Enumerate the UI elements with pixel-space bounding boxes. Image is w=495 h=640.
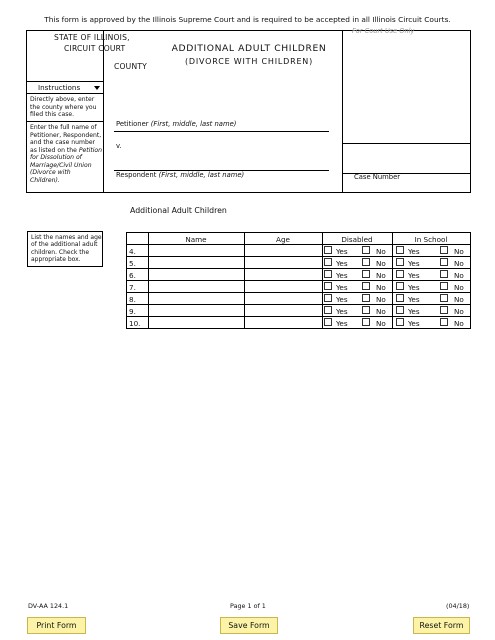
petitioner-text: Petitioner xyxy=(116,120,149,128)
child-age-input[interactable] xyxy=(246,281,320,291)
instructions-toggle[interactable]: Instructions xyxy=(38,83,81,92)
in-school-no-label: No xyxy=(454,247,464,256)
respondent-hint: (First, middle, last name) xyxy=(158,171,245,179)
disabled-no-checkbox[interactable] xyxy=(362,258,370,266)
in-school-yes-label: Yes xyxy=(408,283,420,292)
in-school-no-checkbox[interactable] xyxy=(440,258,448,266)
child-age-input[interactable] xyxy=(246,245,320,255)
instructions-divider-2 xyxy=(27,121,103,122)
child-age-input[interactable] xyxy=(246,293,320,303)
in-school-yes-label: Yes xyxy=(408,295,420,304)
disabled-yes-label: Yes xyxy=(336,259,348,268)
in-school-no-checkbox[interactable] xyxy=(440,282,448,290)
table-row xyxy=(126,316,471,328)
row-number: 4. xyxy=(129,247,136,256)
disabled-yes-label: Yes xyxy=(336,295,348,304)
petitioner-label xyxy=(116,121,236,128)
disabled-no-checkbox[interactable] xyxy=(362,318,370,326)
row-number: 7. xyxy=(129,283,136,292)
disabled-no-label: No xyxy=(376,295,386,304)
respondent-text: Respondent xyxy=(116,171,157,179)
disabled-yes-checkbox[interactable] xyxy=(324,294,332,302)
petitioner-hint: (First, middle, last name) xyxy=(150,120,237,128)
in-school-yes-checkbox[interactable] xyxy=(396,270,404,278)
respondent-input[interactable] xyxy=(114,152,329,169)
save-form-button[interactable]: Save Form xyxy=(220,617,278,634)
revision-date: (04/18) xyxy=(446,602,470,610)
in-school-no-label: No xyxy=(454,295,464,304)
child-name-input[interactable] xyxy=(150,257,242,267)
disabled-yes-checkbox[interactable] xyxy=(324,318,332,326)
table-row xyxy=(126,244,471,256)
row-number: 10. xyxy=(129,319,141,328)
in-school-no-label: No xyxy=(454,283,464,292)
disabled-yes-checkbox[interactable] xyxy=(324,258,332,266)
instructions-divider xyxy=(27,93,103,94)
disabled-no-checkbox[interactable] xyxy=(362,282,370,290)
section-heading: Additional Adult Children xyxy=(130,206,227,215)
in-school-no-checkbox[interactable] xyxy=(440,246,448,254)
disabled-yes-label: Yes xyxy=(336,319,348,328)
county-label: COUNTY xyxy=(114,62,147,71)
names-instruction-text: Enter the full name of Petitioner, Respondent, and the case number as listed on the xyxy=(30,124,102,154)
disabled-no-label: No xyxy=(376,271,386,280)
row-number: 8. xyxy=(129,295,136,304)
table-instruction-text: List the names and age of the additional adult children. Check the appropriate box. xyxy=(31,234,102,263)
form-code: DV-AA 124.1 xyxy=(28,602,69,610)
court-use-divider xyxy=(342,143,471,144)
in-school-yes-label: Yes xyxy=(408,271,420,280)
case-number-input[interactable] xyxy=(345,150,467,172)
disabled-yes-label: Yes xyxy=(336,307,348,316)
table-row xyxy=(126,280,471,292)
disabled-no-label: No xyxy=(376,259,386,268)
in-school-yes-checkbox[interactable] xyxy=(396,306,404,314)
disabled-no-checkbox[interactable] xyxy=(362,246,370,254)
table-rule xyxy=(126,328,471,329)
form-title: ADDITIONAL ADULT CHILDREN xyxy=(171,43,327,54)
in-school-yes-label: Yes xyxy=(408,247,420,256)
child-name-input[interactable] xyxy=(150,317,242,327)
state-label: STATE OF ILLINOIS, xyxy=(54,33,130,42)
in-school-no-checkbox[interactable] xyxy=(440,294,448,302)
header-name: Name xyxy=(185,235,207,244)
child-name-input[interactable] xyxy=(150,281,242,291)
row-number: 9. xyxy=(129,307,136,316)
table-row xyxy=(126,268,471,280)
versus-label: v. xyxy=(116,142,122,150)
county-divider xyxy=(26,81,104,82)
child-age-input[interactable] xyxy=(246,257,320,267)
child-age-input[interactable] xyxy=(246,305,320,315)
children-table xyxy=(126,232,471,328)
row-number: 5. xyxy=(129,259,136,268)
child-name-input[interactable] xyxy=(150,293,242,303)
in-school-no-label: No xyxy=(454,271,464,280)
disabled-no-checkbox[interactable] xyxy=(362,306,370,314)
caret-down-icon[interactable] xyxy=(94,86,100,90)
child-name-input[interactable] xyxy=(150,245,242,255)
disabled-yes-label: Yes xyxy=(336,247,348,256)
names-instruction xyxy=(30,124,102,184)
county-input[interactable] xyxy=(28,55,112,69)
in-school-yes-label: Yes xyxy=(408,259,420,268)
in-school-yes-checkbox[interactable] xyxy=(396,294,404,302)
disabled-yes-checkbox[interactable] xyxy=(324,282,332,290)
disabled-no-checkbox[interactable] xyxy=(362,294,370,302)
approval-notice: This form is approved by the Illinois Supreme Court and is required to be accepted in all Illinois Circuit Courts. xyxy=(44,15,451,24)
disabled-yes-checkbox[interactable] xyxy=(324,246,332,254)
child-age-input[interactable] xyxy=(246,317,320,327)
table-row xyxy=(126,292,471,304)
print-form-button[interactable]: Print Form xyxy=(27,617,86,634)
in-school-yes-checkbox[interactable] xyxy=(396,318,404,326)
county-instruction: Directly above, enter the county where you filed this case. xyxy=(30,96,97,118)
child-name-input[interactable] xyxy=(150,269,242,279)
disabled-yes-label: Yes xyxy=(336,283,348,292)
disabled-no-label: No xyxy=(376,319,386,328)
table-instruction-box xyxy=(27,231,103,267)
court-use-only-label: For Court Use Only xyxy=(352,27,415,35)
case-number-label: Case Number xyxy=(354,173,401,181)
in-school-yes-label: Yes xyxy=(408,307,420,316)
disabled-yes-label: Yes xyxy=(336,271,348,280)
in-school-yes-label: Yes xyxy=(408,319,420,328)
header-disabled: Disabled xyxy=(341,235,373,244)
circuit-label: CIRCUIT COURT xyxy=(64,44,126,53)
disabled-yes-checkbox[interactable] xyxy=(324,306,332,314)
disabled-no-label: No xyxy=(376,247,386,256)
disabled-no-label: No xyxy=(376,307,386,316)
in-school-no-label: No xyxy=(454,307,464,316)
in-school-yes-checkbox[interactable] xyxy=(396,258,404,266)
petitioner-line xyxy=(114,131,329,132)
in-school-no-checkbox[interactable] xyxy=(440,318,448,326)
in-school-no-checkbox[interactable] xyxy=(440,270,448,278)
header-age: Age xyxy=(276,235,290,244)
disabled-no-checkbox[interactable] xyxy=(362,270,370,278)
form-subtitle: (DIVORCE WITH CHILDREN) xyxy=(184,57,314,66)
names-instruction-italic: Petition for Dissolution of Marriage/Civil Union (Divorce with Children). xyxy=(30,146,103,184)
row-number: 6. xyxy=(129,271,136,280)
in-school-yes-checkbox[interactable] xyxy=(396,246,404,254)
reset-form-button[interactable]: Reset Form xyxy=(413,617,470,634)
in-school-no-label: No xyxy=(454,319,464,328)
child-age-input[interactable] xyxy=(246,269,320,279)
disabled-no-label: No xyxy=(376,283,386,292)
disabled-yes-checkbox[interactable] xyxy=(324,270,332,278)
header-in-school: In School xyxy=(414,235,448,244)
respondent-label xyxy=(116,172,244,179)
in-school-yes-checkbox[interactable] xyxy=(396,282,404,290)
table-row xyxy=(126,256,471,268)
page-number: Page 1 of 1 xyxy=(230,602,266,610)
child-name-input[interactable] xyxy=(150,305,242,315)
caption-right-divider xyxy=(342,30,343,193)
in-school-no-label: No xyxy=(454,259,464,268)
table-rule xyxy=(126,232,471,233)
table-row xyxy=(126,304,471,316)
in-school-no-checkbox[interactable] xyxy=(440,306,448,314)
